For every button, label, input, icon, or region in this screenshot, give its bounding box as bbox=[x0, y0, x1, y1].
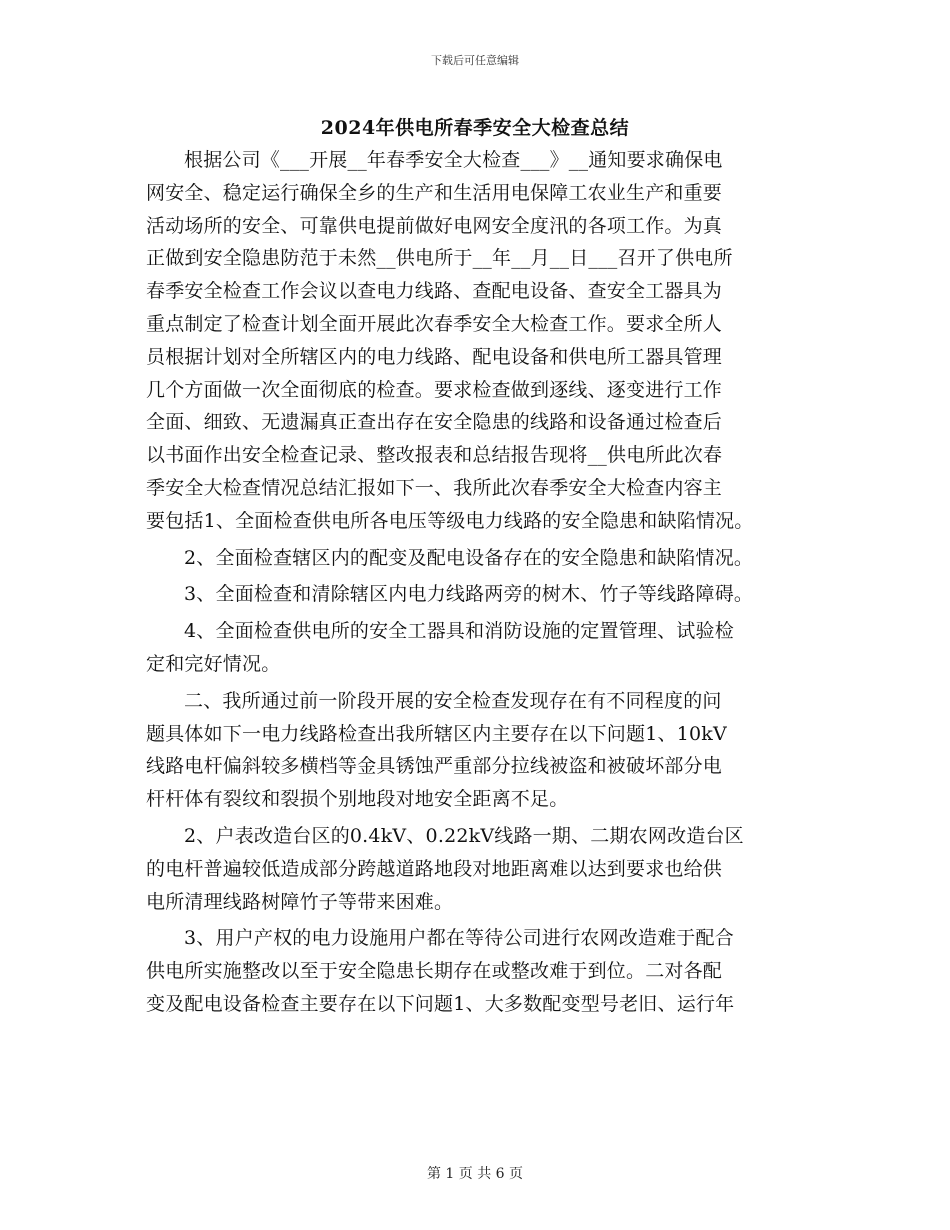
body-line: 以书面作出安全检查记录、整改报表和总结报告现将__供电所此次春 bbox=[146, 444, 723, 467]
body-line: 春季安全检查工作会议以查电力线路、查配电设备、查安全工器具为 bbox=[146, 280, 723, 303]
body-line: 2、户表改造台区的0.4kV、0.22kV线路一期、二期农网改造台区 bbox=[184, 824, 744, 847]
body-line: 电所清理线路树障竹子等带来困难。 bbox=[146, 890, 454, 913]
header-note: 下载后可任意编辑 bbox=[431, 54, 519, 67]
body-line: 季安全大检查情况总结汇报如下一、我所此次春季安全大检查内容主 bbox=[146, 476, 723, 499]
body-line: 定和完好情况。 bbox=[146, 652, 281, 675]
document-body bbox=[146, 144, 816, 1021]
body-line: 员根据计划对全所辖区内的电力线路、配电设备和供电所工器具管理 bbox=[146, 345, 723, 368]
document-title: 2024年供电所春季安全大检查总结 bbox=[320, 117, 630, 139]
body-line: 二、我所通过前一阶段开展的安全检查发现存在有不同程度的问 bbox=[184, 689, 722, 712]
body-line: 重点制定了检查计划全面开展此次春季安全大检查工作。要求全所人 bbox=[146, 312, 723, 335]
body-line: 全面、细致、无遗漏真正查出存在安全隐患的线路和设备通过检查后 bbox=[146, 411, 723, 434]
body-line: 正做到安全隐患防范于未然__供电所于__年__月__日___召开了供电所 bbox=[146, 247, 733, 270]
body-line: 4、全面检查供电所的安全工器具和消防设施的定置管理、试验检 bbox=[184, 620, 734, 643]
page-footer: 第 1 页 共 6 页 bbox=[426, 1166, 524, 1182]
body-line: 要包括1、全面检查供电所各电压等级电力线路的安全隐患和缺陷情况。 bbox=[146, 509, 754, 532]
body-line: 几个方面做一次全面彻底的检查。要求检查做到逐线、逐变进行工作 bbox=[146, 378, 723, 401]
body-line: 供电所实施整改以至于安全隐患长期存在或整改难于到位。二对各配 bbox=[146, 960, 723, 983]
body-line: 题具体如下一电力线路检查出我所辖区内主要存在以下问题1、10kV bbox=[146, 722, 727, 745]
body-line: 的电杆普遍较低造成部分跨越道路地段对地距离难以达到要求也给供 bbox=[146, 857, 723, 880]
body-line: 2、全面检查辖区内的配变及配电设备存在的安全隐患和缺陷情况。 bbox=[184, 546, 754, 569]
body-line: 线路电杆偏斜较多横档等金具锈蚀严重部分拉线被盗和被破坏部分电 bbox=[146, 755, 723, 778]
body-line: 变及配电设备检查主要存在以下问题1、大多数配变型号老旧、运行年 bbox=[146, 992, 735, 1015]
body-line: 根据公司《___开展__年春季安全大检查___》__通知要求确保电 bbox=[184, 149, 723, 171]
body-line: 3、全面检查和清除辖区内电力线路两旁的树木、竹子等线路障碍。 bbox=[184, 583, 754, 606]
body-line: 网安全、稳定运行确保全乡的生产和生活用电保障工农业生产和重要 bbox=[146, 181, 723, 204]
body-line: 3、用户产权的电力设施用户都在等待公司进行农网改造难于配合 bbox=[184, 927, 734, 950]
body-line: 杆杆体有裂纹和裂损个别地段对地安全距离不足。 bbox=[146, 788, 569, 811]
body-line: 活动场所的安全、可靠供电提前做好电网安全度汛的各项工作。为真 bbox=[146, 214, 723, 237]
